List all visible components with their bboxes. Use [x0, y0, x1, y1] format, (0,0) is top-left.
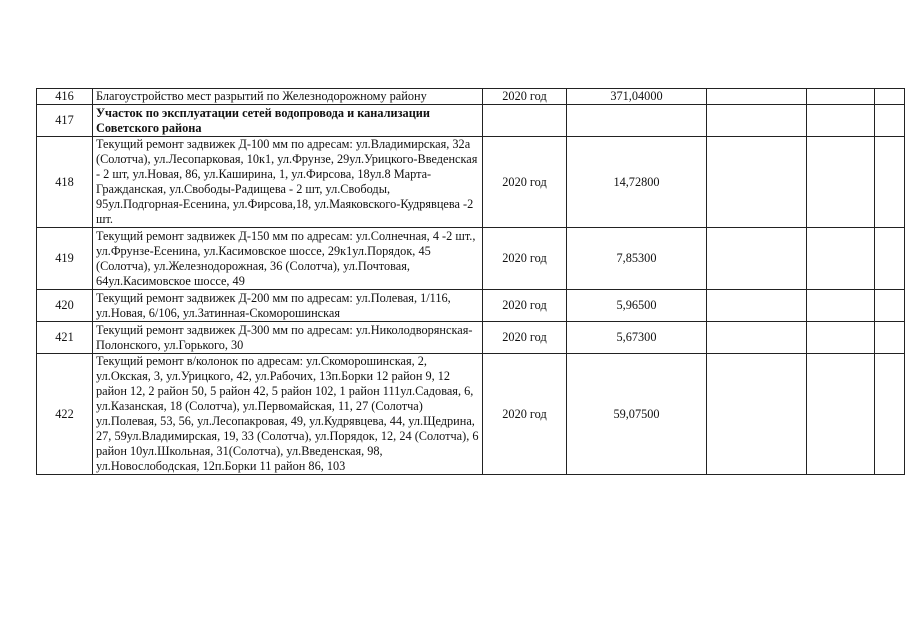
empty-cell [875, 354, 905, 475]
empty-cell [707, 228, 807, 290]
table-row [37, 137, 905, 228]
empty-cell [707, 89, 807, 105]
row-description: Текущий ремонт в/колонок по адресам: ул.Скоморошинская, 2, ул.Окская, 3, ул.Урицкого, 42, ул.Рабочих, 13п.Борки 12 район 9, 12 район 12, 2 район 50, 5 район 42, 5 район 102, 1 район 111ул.Садовая, 6, ул.Казанская, 18 (Солотча), ул.Первомайская, 11, 27 (Солотча) ул.Полевая, 53, 56, ул.Лесопакровая, 49, ул.Кудрявцева, 44, ул.Щедрина, 27, 59ул.Владимирская, 19, 33 (Солотча), ул.Порядок, 12, 24 (Солотча), 6 район 10ул.Школьная, 31(Солотча), ул.Введенская, 98, ул.Новослободская, 12п.Борки 11 район 86, 103 [93, 354, 483, 475]
row-number: 417 [37, 105, 93, 137]
empty-cell [707, 290, 807, 322]
empty-cell [807, 228, 875, 290]
row-year [483, 105, 567, 137]
row-description: Текущий ремонт задвижек Д-150 мм по адресам: ул.Солнечная, 4 -2 шт., ул.Фрунзе-Есенина, ул.Касимовское шоссе, 29к1ул.Порядок, 45 (Солотча), ул.Железнодорожная, 36 (Солотча), ул.Почтовая, 64ул.Касимовское шоссе, 49 [93, 228, 483, 290]
row-description: Текущий ремонт задвижек Д-300 мм по адресам: ул.Николодворянская-Полонского, ул.Горького, 30 [93, 322, 483, 354]
row-amount: 59,07500 [567, 354, 707, 475]
estimate-table [36, 88, 905, 475]
row-amount: 7,85300 [567, 228, 707, 290]
row-amount: 371,04000 [567, 89, 707, 105]
row-year: 2020 год [483, 354, 567, 475]
empty-cell [875, 105, 905, 137]
row-number: 422 [37, 354, 93, 475]
row-year: 2020 год [483, 89, 567, 105]
empty-cell [707, 137, 807, 228]
table-row [37, 105, 905, 137]
table-row [37, 290, 905, 322]
row-description: Текущий ремонт задвижек Д-200 мм по адресам: ул.Полевая, 1/116, ул.Новая, 6/106, ул.Затинная-Скоморошинская [93, 290, 483, 322]
row-amount [567, 105, 707, 137]
row-year: 2020 год [483, 228, 567, 290]
empty-cell [807, 290, 875, 322]
row-year: 2020 год [483, 290, 567, 322]
empty-cell [875, 290, 905, 322]
row-amount: 5,96500 [567, 290, 707, 322]
empty-cell [807, 89, 875, 105]
row-description: Благоустройство мест разрытий по Железнодорожному району [93, 89, 483, 105]
empty-cell [875, 228, 905, 290]
empty-cell [707, 105, 807, 137]
empty-cell [807, 354, 875, 475]
row-amount: 14,72800 [567, 137, 707, 228]
row-year: 2020 год [483, 322, 567, 354]
empty-cell [807, 105, 875, 137]
row-description: Текущий ремонт задвижек Д-100 мм по адресам: ул.Владимирская, 32а (Солотча), ул.Лесопарковая, 10к1, ул.Фрунзе, 29ул.Урицкого-Введенская - 2 шт, ул.Новая, 86, ул.Каширина, 1, ул.Фирсова, 18ул.8 Марта-Гражданская, ул.Свободы-Радищева - 2 шт, ул.Свободы, 95ул.Подгорная-Есенина, ул.Фирсова,18, ул.Маяковского-Кудрявцева -2 шт. [93, 137, 483, 228]
empty-cell [807, 137, 875, 228]
table-row [37, 354, 905, 475]
table-row [37, 89, 905, 105]
empty-cell [707, 354, 807, 475]
row-number: 421 [37, 322, 93, 354]
section-heading: Участок по эксплуатации сетей водопровода и канализации Советского района [93, 105, 483, 137]
row-number: 419 [37, 228, 93, 290]
row-number: 416 [37, 89, 93, 105]
row-amount: 5,67300 [567, 322, 707, 354]
empty-cell [875, 89, 905, 105]
row-number: 420 [37, 290, 93, 322]
empty-cell [875, 322, 905, 354]
table-row [37, 228, 905, 290]
row-year: 2020 год [483, 137, 567, 228]
empty-cell [875, 137, 905, 228]
empty-cell [807, 322, 875, 354]
table-row [37, 322, 905, 354]
empty-cell [707, 322, 807, 354]
row-number: 418 [37, 137, 93, 228]
